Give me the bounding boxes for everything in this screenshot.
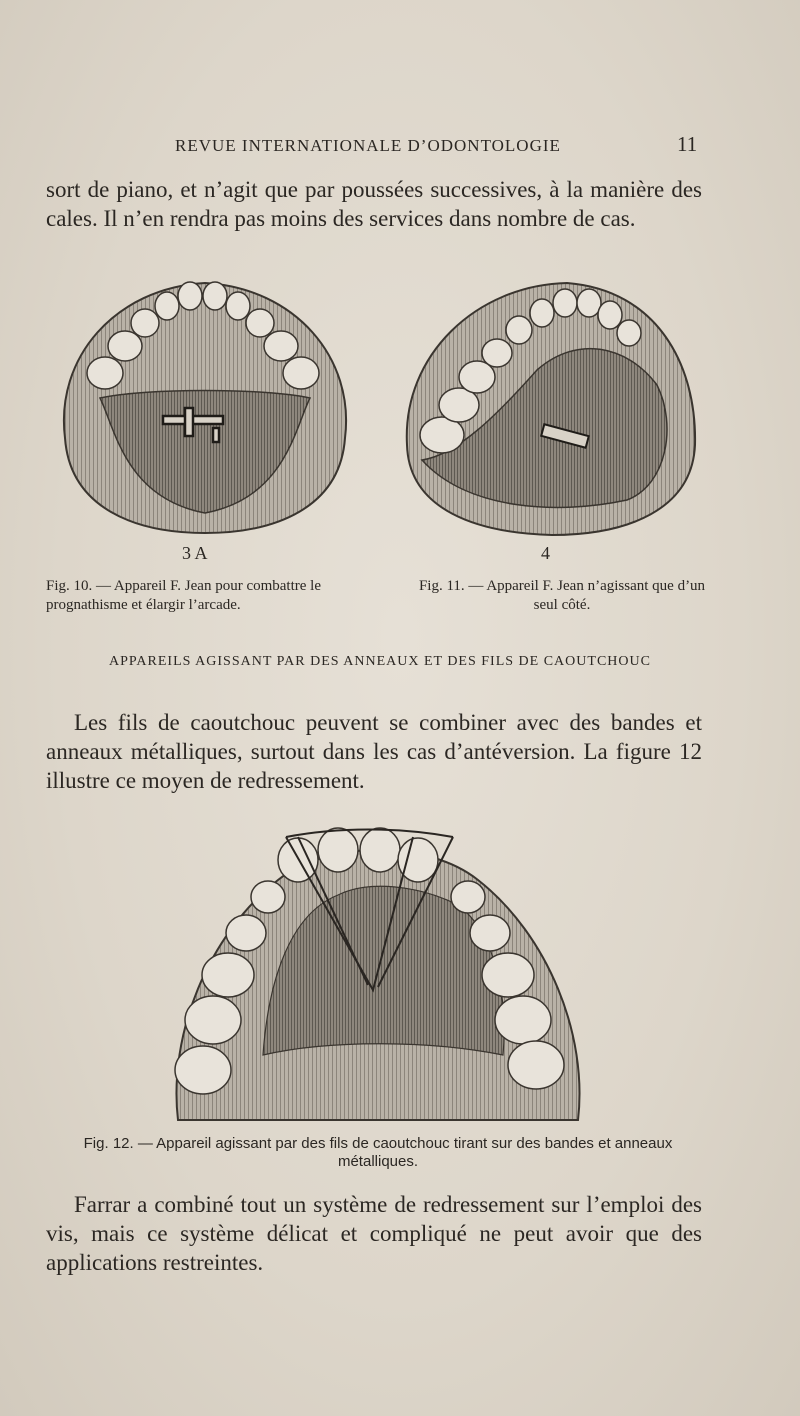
figure-10-illustration (45, 278, 365, 538)
figure-11-caption: Fig. 11. — Appareil F. Jean n’agissant que d’un seul côté. (418, 578, 706, 613)
figure-12-illustration (168, 825, 588, 1125)
figure-11-illustration (397, 275, 702, 540)
paragraph-3: Farrar a combiné tout un système de redressement sur l’emploi des vis, mais ce système délicat et compliqué ne peut avoir que des applications restreintes. (46, 1192, 702, 1275)
figure-10-caption: Fig. 10. — Appareil F. Jean pour combattre le prognathisme et élargir l’arcade. (46, 578, 321, 613)
figure-11-label: 4 (541, 543, 550, 563)
page-number: 11 (677, 132, 698, 156)
running-title: REVUE INTERNATIONALE D’ODONTOLOGIE (175, 136, 561, 155)
paragraph-1: sort de piano, et n’agit que par poussées successives, à la manière des cales. Il n’en rendra pas moins des services dans nombre de cas. (46, 177, 702, 231)
running-header (0, 132, 800, 160)
paragraph-2: Les fils de caoutchouc peuvent se combiner avec des bandes et anneaux métalliques, surtout dans les cas d’antéversion. La figure 12 illustre ce moyen de redressement. (46, 710, 702, 793)
figure-12-caption: Fig. 12. — Appareil agissant par des fils de caoutchouc tirant sur des bandes et anneaux métalliques. (83, 1135, 673, 1170)
figure-10-label: 3 A (182, 543, 208, 563)
section-heading: APPAREILS AGISSANT PAR DES ANNEAUX ET DES FILS DE CAOUTCHOUC (109, 654, 651, 669)
